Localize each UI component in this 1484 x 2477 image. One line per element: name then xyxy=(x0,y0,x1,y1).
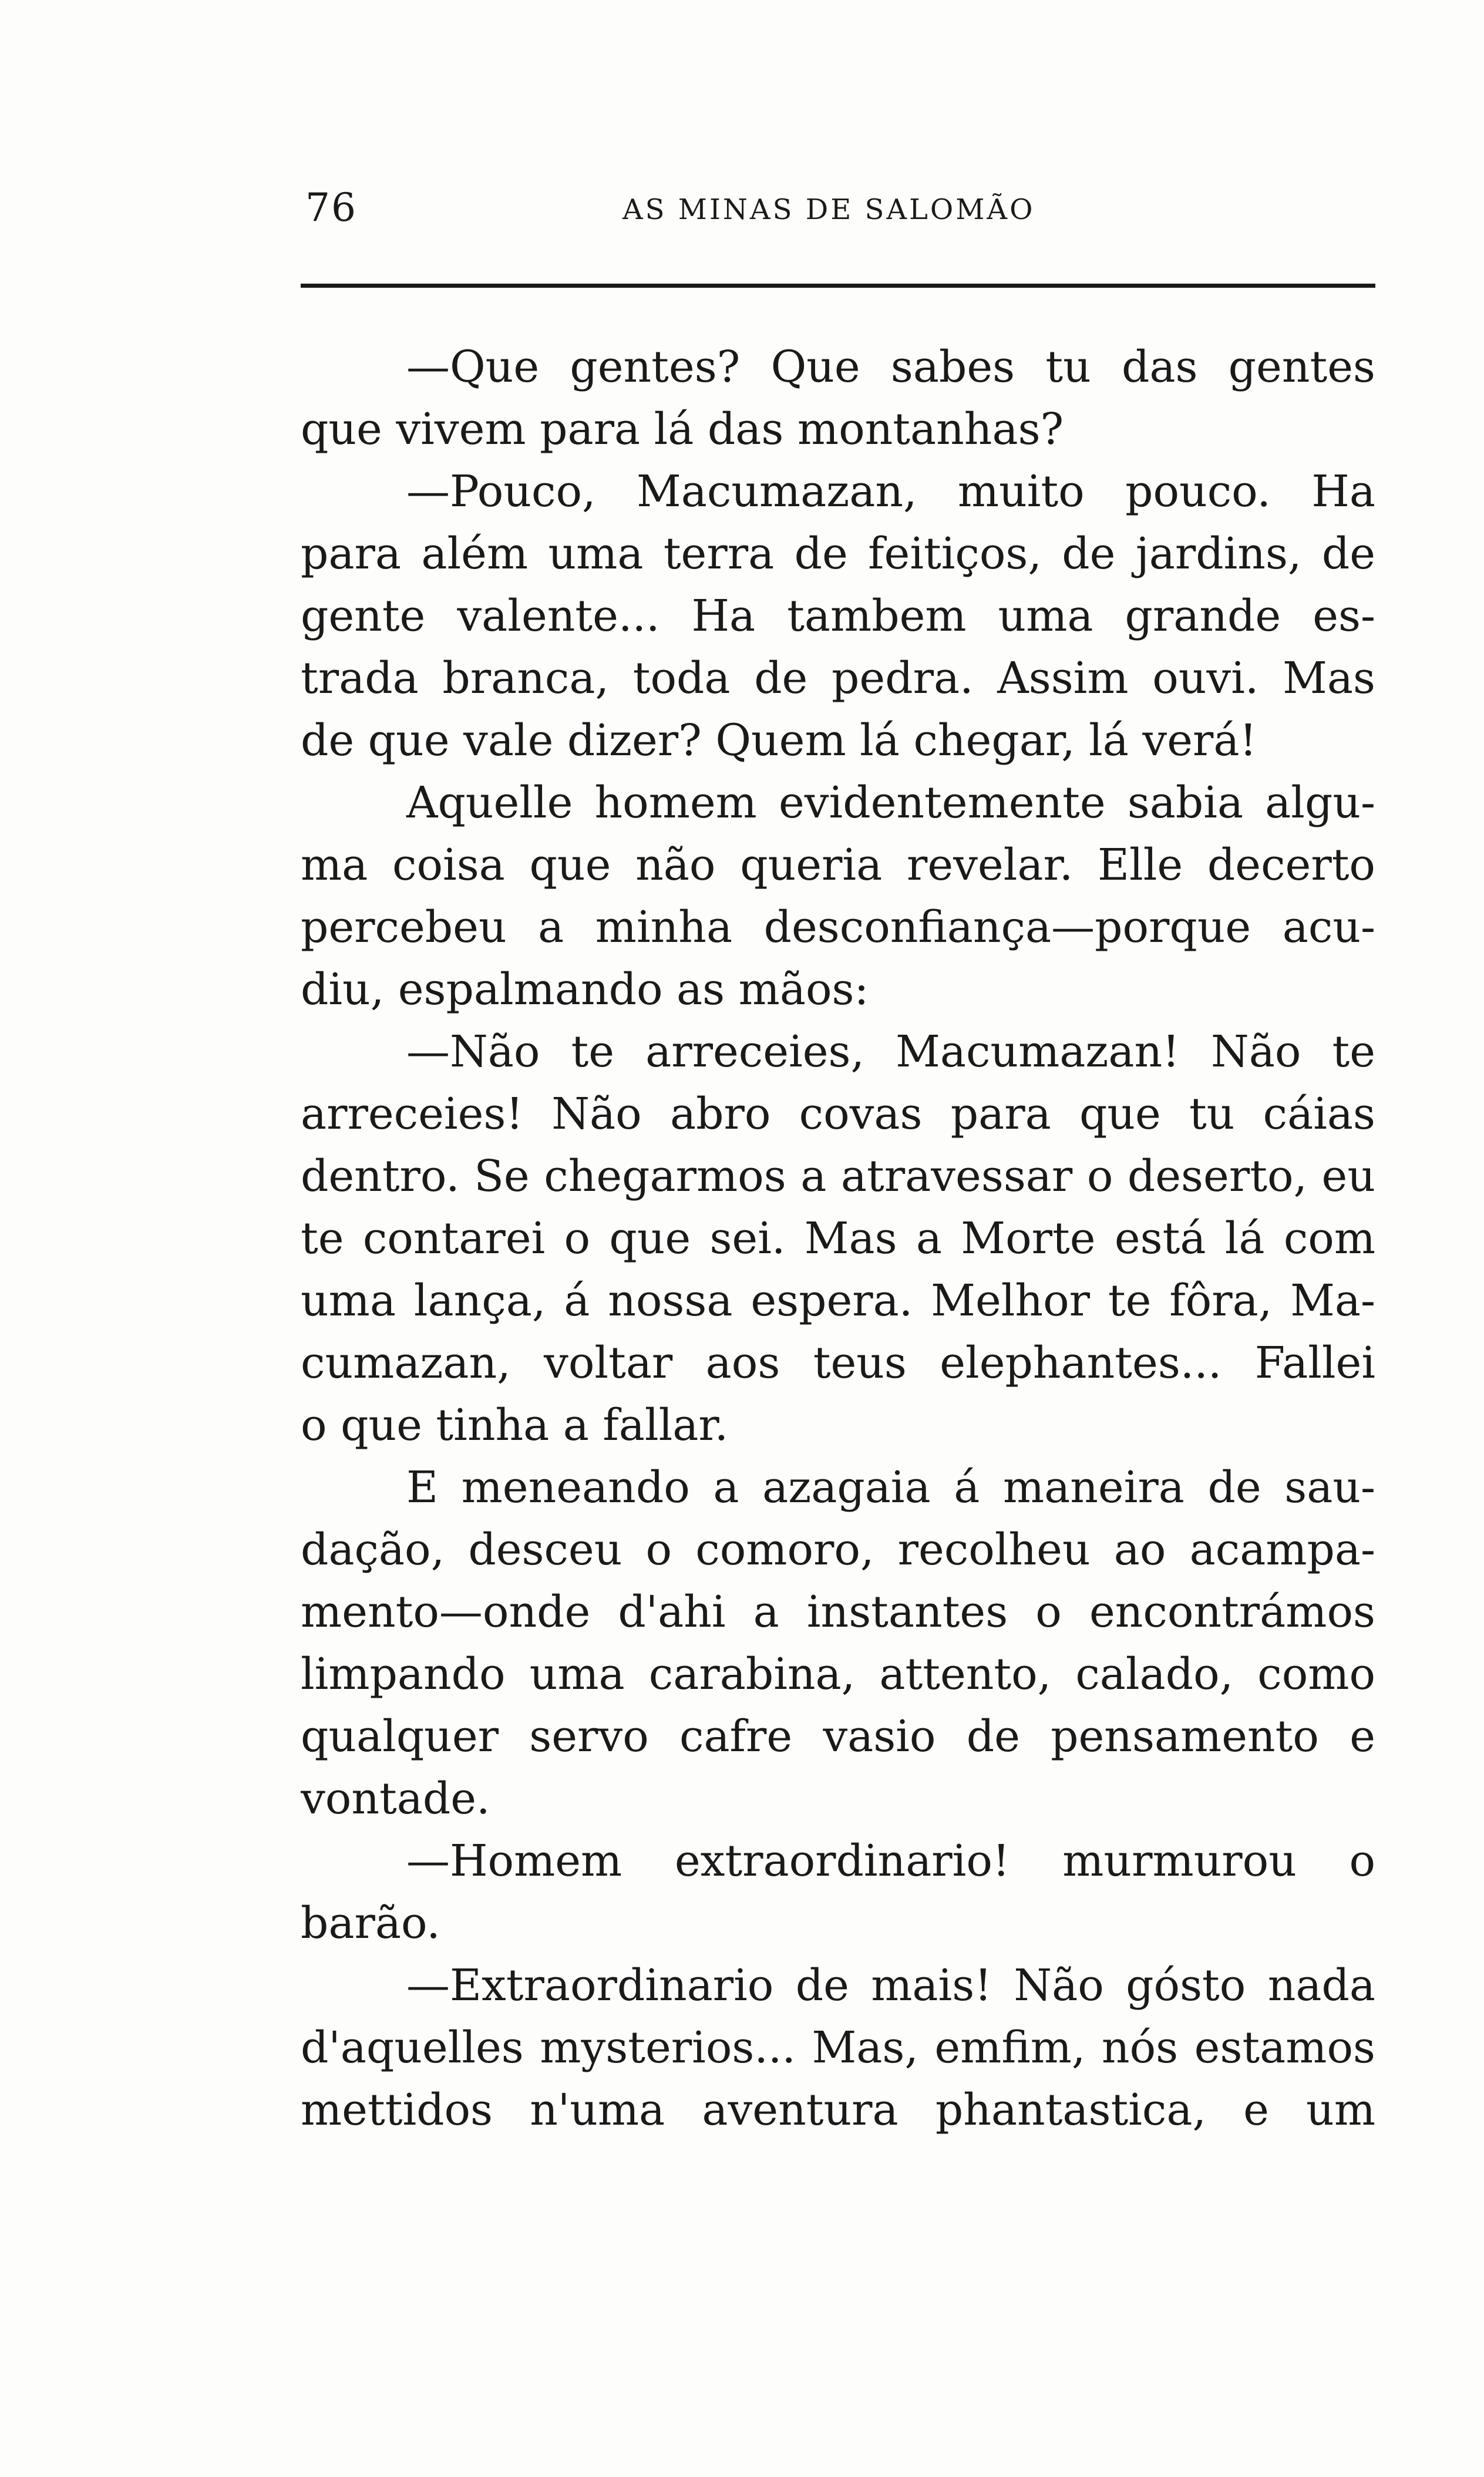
text-line: te contarei o que sei. Mas a Morte está lá com xyxy=(301,1213,1375,1264)
text-line: de que vale dizer? Quem lá chegar, lá verá! xyxy=(301,715,1257,766)
text-line: ma coisa que não queria revelar. Elle decerto xyxy=(301,840,1375,890)
text-line: trada branca, toda de pedra. Assim ouvi. Mas xyxy=(301,653,1375,704)
running-title: AS MINAS DE SALOMÃO xyxy=(622,193,1035,226)
text-line: d'aquelles mysterios... Mas, emfim, nós estamos xyxy=(301,2022,1375,2073)
text-line: para além uma terra de feitiços, de jardins, de xyxy=(301,529,1375,579)
page-header xyxy=(305,179,1368,244)
text-line: mento—onde d'ahi a instantes o encontrámos xyxy=(301,1587,1375,1637)
text-line: qualquer servo cafre vasio de pensamento e xyxy=(301,1711,1375,1762)
text-line: o que tinha a fallar. xyxy=(301,1400,729,1450)
text-line: arreceies! Não abro covas para que tu cáias xyxy=(301,1089,1375,1139)
text-line: dação, desceu o comoro, recolheu ao acampa- xyxy=(301,1524,1375,1575)
text-line: Aquelle homem evidentemente sabia algu- xyxy=(406,778,1375,828)
text-line: —Extraordinario de mais! Não gósto nada xyxy=(406,1960,1375,2011)
text-line: percebeu a minha desconfiança—porque acu- xyxy=(301,902,1375,953)
text-line: —Que gentes? Que sabes tu das gentes xyxy=(406,342,1375,392)
page-number: 76 xyxy=(305,185,357,230)
text-line: —Pouco, Macumazan, muito pouco. Ha xyxy=(406,466,1375,517)
text-line: cumazan, voltar aos teus elephantes... Fallei xyxy=(301,1338,1375,1388)
header-rule xyxy=(301,284,1375,288)
text-line: diu, espalmando as mãos: xyxy=(301,964,869,1015)
text-line: —Homem extraordinario! murmurou o xyxy=(406,1836,1375,1886)
text-line: limpando uma carabina, attento, calado, como xyxy=(301,1649,1375,1699)
text-line: gente valente... Ha tambem uma grande es- xyxy=(301,591,1375,641)
text-line: —Não te arreceies, Macumazan! Não te xyxy=(406,1027,1375,1077)
text-line: E meneando a azagaia á maneira de sau- xyxy=(406,1462,1375,1513)
text-line: uma lança, á nossa espera. Melhor te fôra, Ma- xyxy=(301,1275,1375,1326)
text-line: mettidos n'uma aventura phantastica, e um xyxy=(301,2085,1375,2135)
text-line: que vivem para lá das montanhas? xyxy=(301,404,1064,455)
text-line: vontade. xyxy=(301,1773,490,1824)
body-text xyxy=(301,336,1375,2141)
text-line: barão. xyxy=(301,1898,440,1948)
text-line: dentro. Se chegarmos a atravessar o deserto, eu xyxy=(301,1151,1375,1202)
